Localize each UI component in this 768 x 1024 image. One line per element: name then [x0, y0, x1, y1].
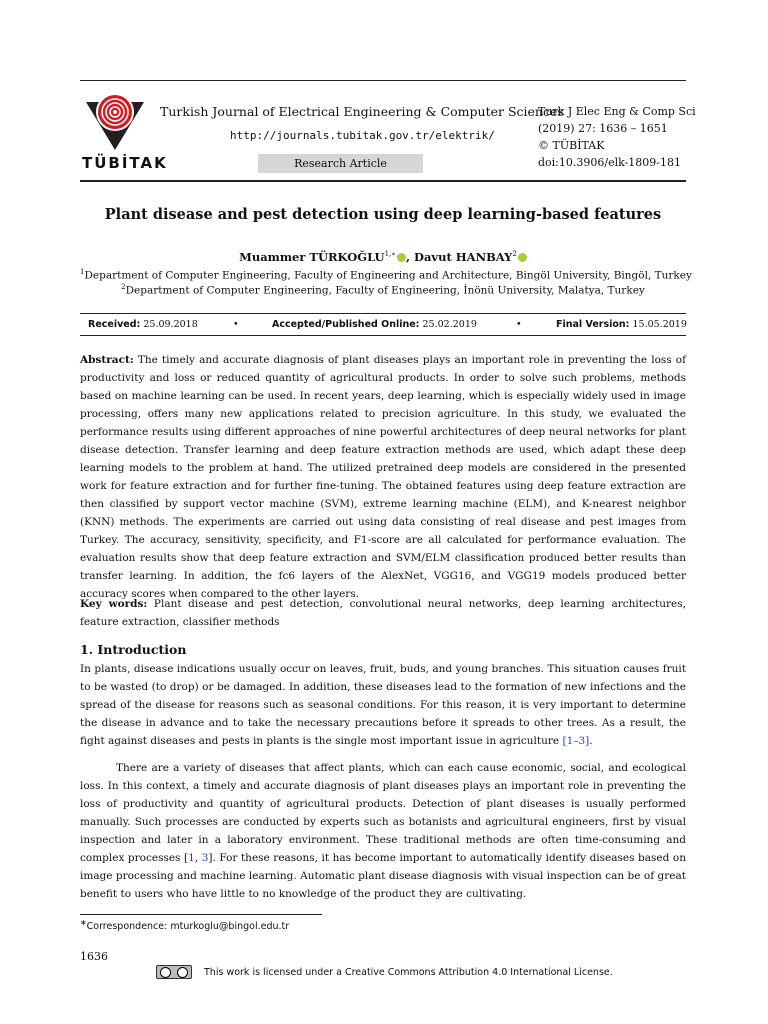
- paper-title: Plant disease and pest detection using deep learning-based features: [104, 206, 662, 223]
- article-type-badge: Research Article: [258, 154, 423, 173]
- intro-p1-text: In plants, disease indications usually occur on leaves, fruit, buds, and young branches. This situation causes fruit to be wasted (to drop) or be damaged. In addition, these diseases lead to the formation of new infections and the spread of the disease for reasons such as seasonal conditions. For this reason, it is very important to determine the disease in advance and to take the necessary precautions before it spreads to other trees. As a result, the fight against diseases and pests in plants is the single most important issue in agriculture: [80, 663, 686, 747]
- orcid-icon[interactable]: [397, 253, 406, 262]
- intro-paragraph-2: There are a variety of diseases that affect plants, which can each cause economic, social, and ecological loss. In this context, a timely and accurate diagnosis of plant diseases plays an important role in preventing the loss of productivity and quantity of agricultural products. Detection of plant diseases is usually performed manually. Such processes are conducted by experts such as botanists and agricultural engineers, first by visual inspection and later in a laboratory environment. These traditional methods are often time-consuming and complex processes [1, 3]. For these reasons, it has become important to automatically identify diseases based on image processing and machine learning. Automatic plant disease diagnosis with visual inspection can be of great benefit to users who have little to no knowledge of the product they are cultivating.: [80, 762, 686, 900]
- journal-url[interactable]: http://journals.tubitak.gov.tr/elektrik/: [230, 129, 495, 142]
- affiliation-2: [80, 283, 686, 297]
- aff-2-sup: 2: [121, 283, 126, 291]
- aff-2-text: Department of Computer Engineering, Faculty of Engineering, İnönü University, Malatya, Turkey: [125, 284, 645, 297]
- orcid-icon[interactable]: [518, 253, 527, 262]
- aff-1-sup: 1: [80, 268, 85, 276]
- author-1-sup: 1,∗: [384, 250, 396, 259]
- header-bottom-rule: [80, 180, 686, 182]
- meta-doi[interactable]: doi:10.3906/elk-1809-181: [538, 156, 682, 169]
- meta-journal-abbrev: Turk J Elec Eng & Comp Sci: [538, 105, 696, 118]
- correspondence-mark: ∗: [80, 918, 87, 927]
- aff-1-text: Department of Computer Engineering, Faculty of Engineering and Architecture, Bingöl University, Bingöl, Turkey: [84, 269, 692, 282]
- dates-bottom-rule: [80, 335, 686, 336]
- author-2: , Davut HANBAY: [406, 250, 513, 264]
- meta-copyright: © TÜBİTAK: [538, 139, 605, 152]
- accepted-date: Accepted/Published Online: 25.02.2019: [272, 319, 477, 330]
- received-date: Received: 25.09.2018: [88, 319, 198, 330]
- dates-separator: •: [516, 319, 522, 330]
- intro-paragraph-1: In plants, disease indications usually occur on leaves, fruit, buds, and young branches. This situation causes fruit to be wasted (to drop) or be damaged. In addition, these diseases lead to the formation of new infections and the spread of the disease for reasons such as seasonal conditions. For this reason, it is very important to determine the disease in advance and to take the necessary precautions before it spreads to other trees. As a result, the fight against diseases and pests in plants is the single most important issue in agriculture [1–3].: [80, 663, 686, 747]
- citation-link[interactable]: [1–3]: [562, 735, 590, 747]
- final-date: Final Version: 15.05.2019: [556, 319, 687, 330]
- citation-link[interactable]: 3: [201, 852, 209, 864]
- keywords-label: Key words:: [80, 598, 148, 610]
- dates-top-rule: [80, 313, 686, 314]
- meta-volume-pages: (2019) 27: 1636 – 1651: [538, 122, 668, 135]
- citation-link[interactable]: 1: [188, 852, 195, 864]
- footnote-rule: [80, 914, 322, 915]
- abstract-text: The timely and accurate diagnosis of plant diseases plays an important role in preventing the loss of productivity and loss or reduced quantity of agricultural products. In order to solve such problems, methods based on machine learning can be used. In recent years, deep learning, which is especially widely used in image processing, offers many new applications related to precision agriculture. In this study, we evaluated the performance results using different approaches of nine powerful architectures of deep neural networks for plant disease detection. Transfer learning and deep feature extraction methods are used, which adapt these deep learning models to the problem at hand. The utilized pretrained deep models are considered in the presented work for feature extraction and for further fine-tuning. The obtained features using deep feature extraction are then classified by support vector machine (SVM), extreme learning machine (ELM), and K-nearest neighbor (KNN) methods. The experiments are carried out using data consisting of real disease and pest images from Turkey. The accuracy, sensitivity, specificity, and F1-score are all calculated for performance evaluation. The evaluation results show that deep feature extraction and SVM/ELM classification produced better results than transfer learning. In addition, the fc6 layers of the AlexNet, VGG16, and VGG19 models produced better accuracy scores when compared to the other layers.: [80, 354, 686, 600]
- intro-p2-end: . For these reasons, it has become important to automatically identify diseases based on image processing and machine learning. Automatic plant disease diagnosis with visual inspection can be of great benefit to users who have little to no knowledge of the product they are cultivating.: [80, 852, 686, 900]
- logo-wordmark: TÜBİTAK: [82, 154, 168, 172]
- correspondence-footnote: [80, 918, 289, 932]
- header-top-rule: [80, 80, 686, 81]
- author-1: Muammer TÜRKOĞLU: [239, 250, 385, 264]
- abstract-label: Abstract:: [80, 354, 134, 366]
- keywords-text: Plant disease and pest detection, convolutional neural networks, deep learning architectures, feature extraction, classifier methods: [80, 598, 686, 628]
- keywords: [80, 595, 686, 631]
- affiliation-1: [80, 268, 692, 282]
- author-line: [80, 250, 686, 264]
- author-2-sup: 2: [512, 250, 517, 259]
- dates-separator: •: [233, 319, 239, 330]
- license-text: This work is licensed under a Creative Commons Attribution 4.0 International License.: [204, 967, 613, 978]
- journal-name: Turkish Journal of Electrical Engineering & Computer Sciences: [160, 104, 564, 119]
- cc-license-icon[interactable]: [156, 965, 192, 979]
- correspondence-text: Correspondence: mturkoglu@bingol.edu.tr: [86, 921, 290, 933]
- section-heading: 1. Introduction: [80, 642, 187, 657]
- abstract: [80, 351, 686, 603]
- tubitak-logo-icon: [82, 88, 148, 152]
- intro-p2-text: There are a variety of diseases that affect plants, which can each cause economic, social, and ecological loss. In this context, a timely and accurate diagnosis of plant diseases plays an important role in preventing the loss of productivity and quantity of agricultural products. Detection of plant diseases is usually performed manually. Such processes are conducted by experts such as botanists and agricultural engineers, first by visual inspection and later in a laboratory environment. These traditional methods are often time-consuming and complex processes: [80, 762, 686, 864]
- citation-meta: [538, 103, 696, 171]
- page-number: 1636: [80, 950, 108, 963]
